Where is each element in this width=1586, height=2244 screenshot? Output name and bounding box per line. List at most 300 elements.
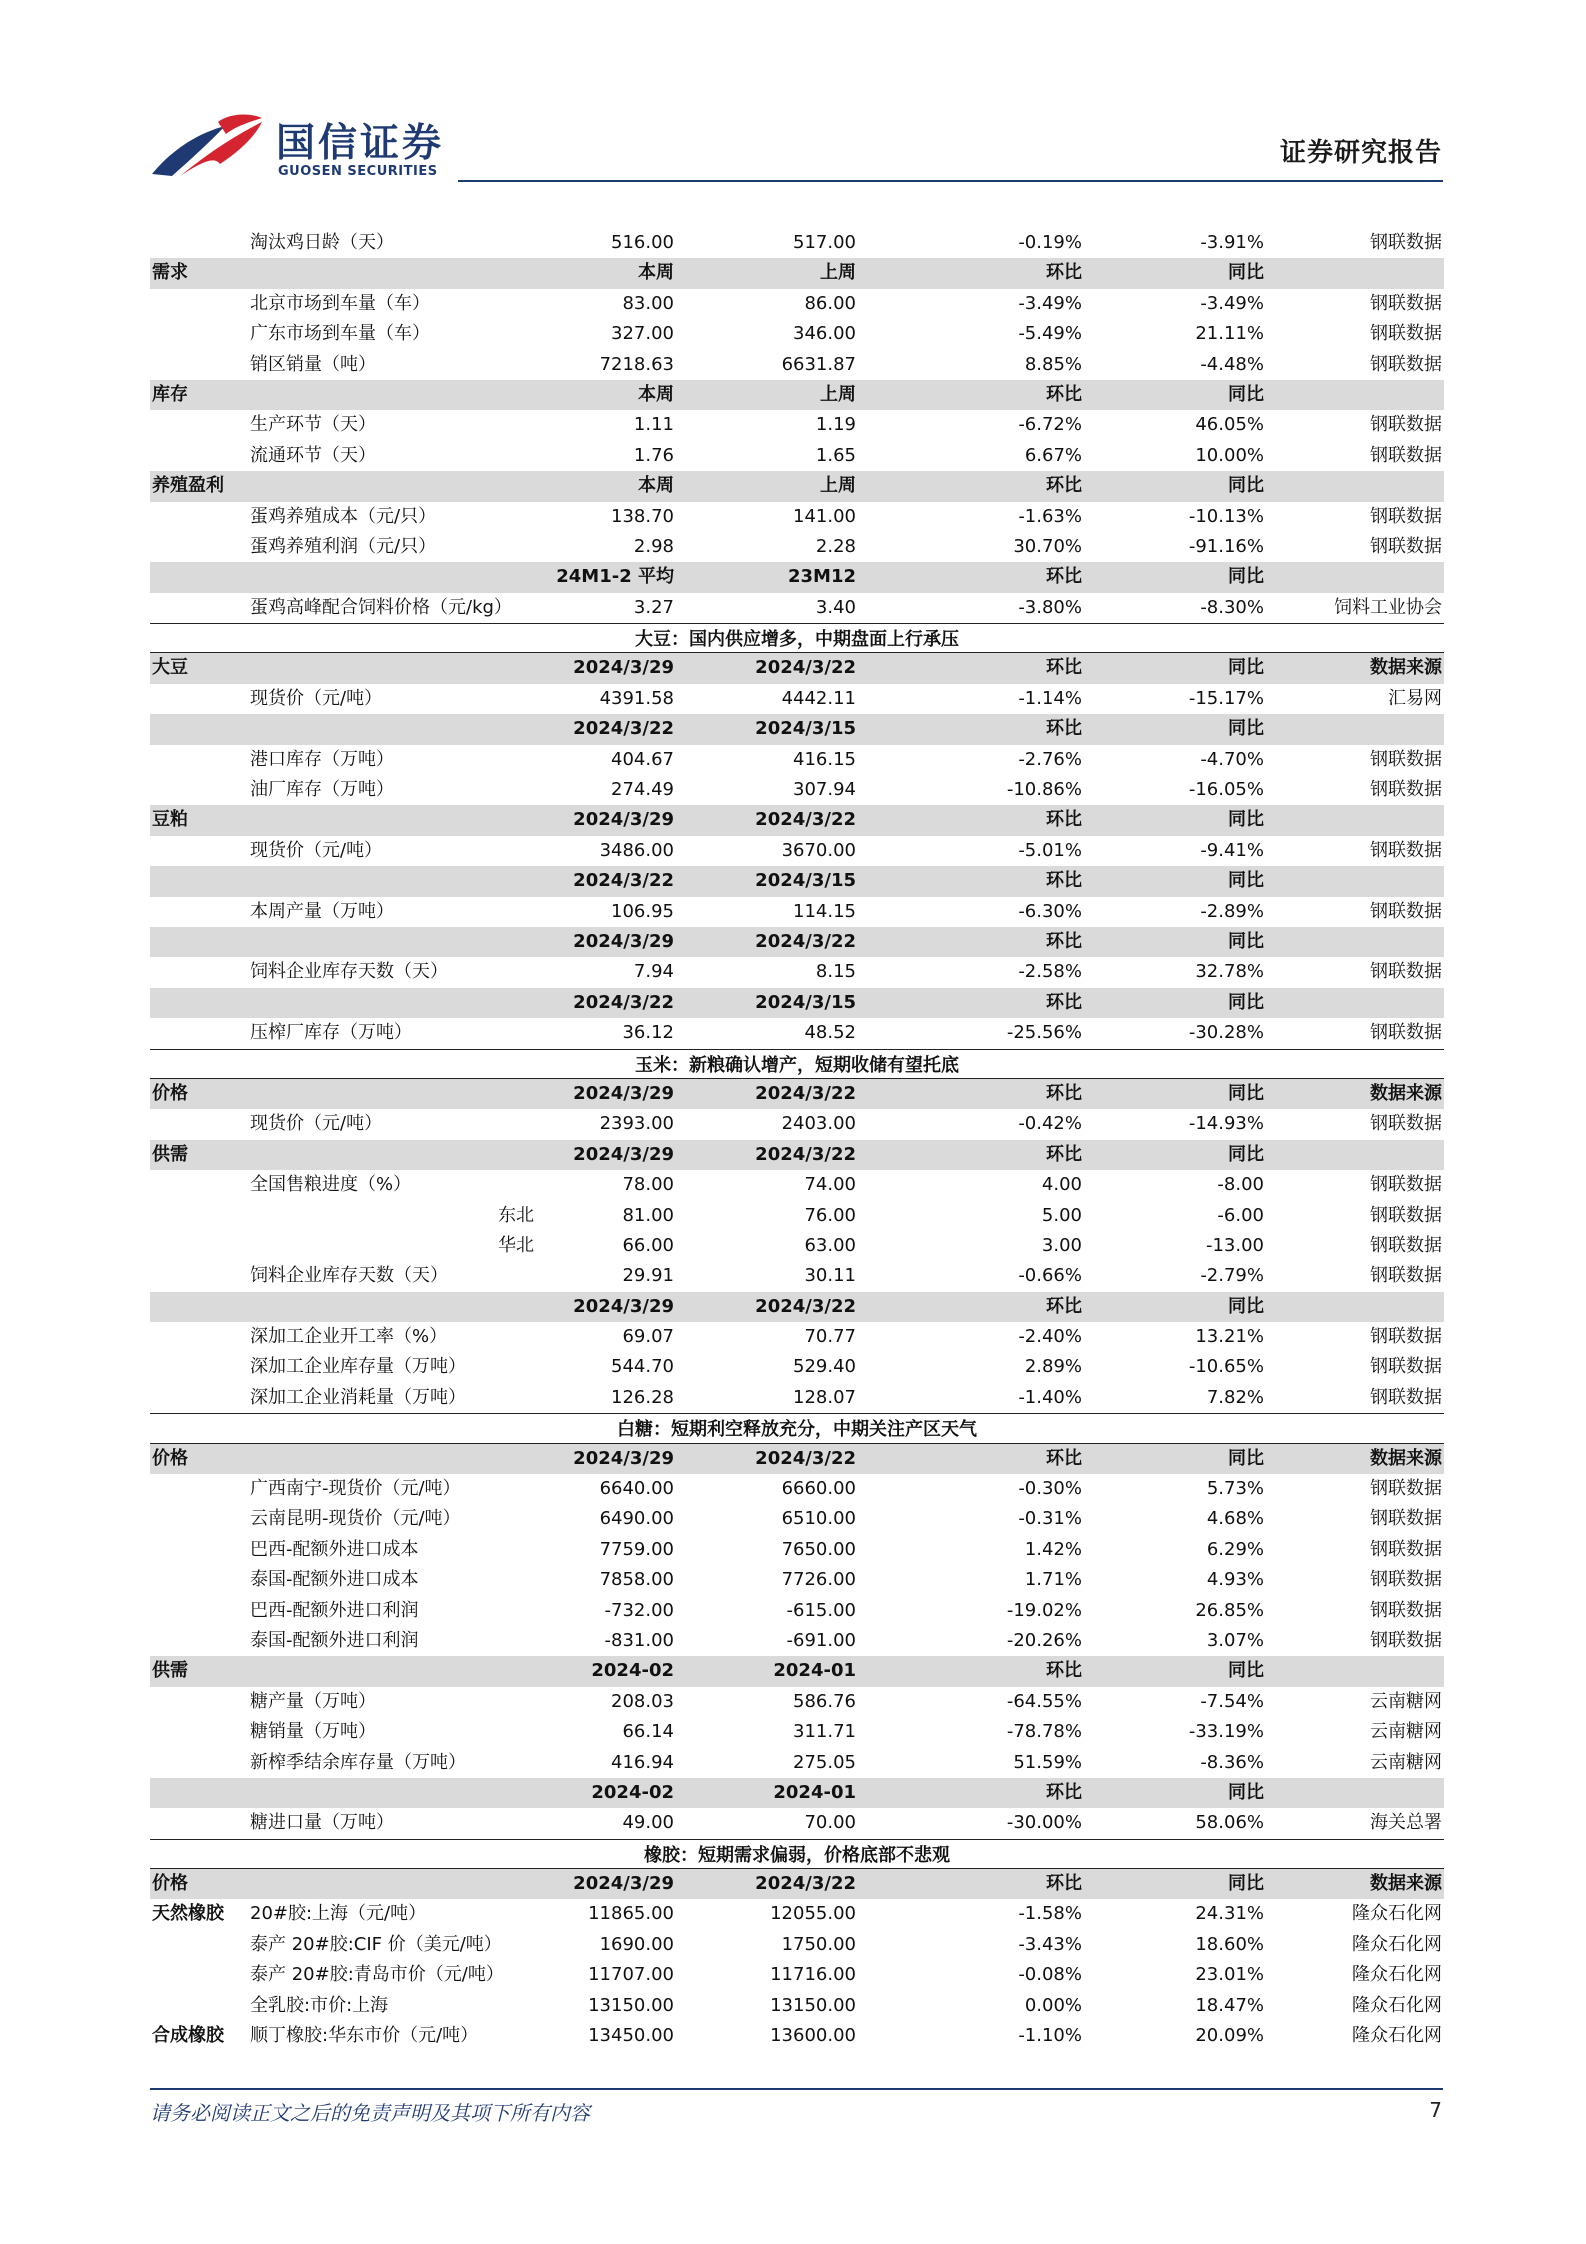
table-row xyxy=(150,228,1444,258)
table-row xyxy=(150,1596,1444,1626)
table-row xyxy=(150,1231,1444,1261)
table-row xyxy=(150,1960,1444,1990)
current-value-cell: 6640.00 xyxy=(599,1478,674,1500)
yoy-change-cell: 同比 xyxy=(1228,566,1264,588)
wow-change-cell: -1.58% xyxy=(1018,1903,1082,1925)
current-value-cell: 2.98 xyxy=(633,535,674,557)
previous-value-cell: 11716.00 xyxy=(770,1964,856,1986)
wow-change-cell: -64.55% xyxy=(1006,1690,1082,1712)
indicator-name-cell: 华北 xyxy=(498,1234,534,1256)
previous-value-cell: 3.40 xyxy=(815,596,856,618)
table-row xyxy=(150,1991,1444,2021)
table-row xyxy=(150,1748,1444,1778)
yoy-change-cell: -33.19% xyxy=(1188,1721,1264,1743)
table-row xyxy=(150,897,1444,927)
table-row xyxy=(150,1322,1444,1352)
previous-value-cell: 2024/3/22 xyxy=(755,1873,856,1895)
current-value-cell: 404.67 xyxy=(611,748,674,770)
indicator-name-cell: 20#胶:上海（元/吨） xyxy=(250,1903,427,1925)
yoy-change-cell: 同比 xyxy=(1228,1082,1264,1104)
wow-change-cell: -5.49% xyxy=(1018,323,1082,345)
yoy-change-cell: 18.60% xyxy=(1195,1933,1264,1955)
wow-change-cell: -1.40% xyxy=(1018,1386,1082,1408)
table-row xyxy=(150,441,1444,471)
data-source-cell: 钢联数据 xyxy=(1370,1265,1442,1287)
previous-value-cell: 2024/3/15 xyxy=(755,718,856,740)
wow-change-cell: -0.08% xyxy=(1018,1964,1082,1986)
indicator-name-cell: 蛋鸡高峰配合饲料价格（元/kg） xyxy=(250,596,512,618)
yoy-change-cell: 5.73% xyxy=(1206,1478,1264,1500)
indicator-name-cell: 全乳胶:市价:上海 xyxy=(250,1994,389,2016)
indicator-name-cell: 糖进口量（万吨） xyxy=(250,1812,394,1834)
indicator-name-cell: 北京市场到车量（车） xyxy=(250,292,430,314)
data-source-cell: 钢联数据 xyxy=(1370,232,1442,253)
current-value-cell: 2024/3/29 xyxy=(573,930,674,952)
table-header-row xyxy=(150,1292,1444,1322)
category-cell: 合成橡胶 xyxy=(152,2025,224,2047)
current-value-cell: 11865.00 xyxy=(588,1903,674,1925)
table-header-row xyxy=(150,805,1444,835)
indicator-name-cell: 淘汰鸡日龄（天） xyxy=(250,232,394,253)
indicator-name-cell: 广东市场到车量（车） xyxy=(250,323,430,345)
wow-change-cell: -6.30% xyxy=(1018,900,1082,922)
section-title-row xyxy=(150,1413,1444,1443)
category-cell: 价格 xyxy=(152,1873,188,1895)
current-value-cell: 126.28 xyxy=(611,1386,674,1408)
data-source-cell: 钢联数据 xyxy=(1370,444,1442,466)
previous-value-cell: 2024/3/22 xyxy=(755,809,856,831)
previous-value-cell: 74.00 xyxy=(804,1174,856,1196)
previous-value-cell: 128.07 xyxy=(793,1386,856,1408)
indicator-name-cell: 深加工企业消耗量（万吨） xyxy=(250,1386,466,1408)
previous-value-cell: 311.71 xyxy=(793,1721,856,1743)
table-header-row xyxy=(150,1444,1444,1474)
table-header-row xyxy=(150,471,1444,501)
table-header-row xyxy=(150,1869,1444,1899)
current-value-cell: 2024/3/29 xyxy=(573,809,674,831)
brand-name-cn: 国信证券 xyxy=(276,121,445,166)
previous-value-cell: 2024/3/22 xyxy=(755,1082,856,1104)
guosen-logo-mark-icon xyxy=(150,112,270,182)
data-source-cell: 钢联数据 xyxy=(1370,414,1442,436)
current-value-cell: 13450.00 xyxy=(588,2025,674,2047)
indicator-name-cell: 泰国-配额外进口成本 xyxy=(250,1569,419,1591)
yoy-change-cell: -2.79% xyxy=(1200,1265,1264,1287)
wow-change-cell: 环比 xyxy=(1046,1873,1082,1895)
previous-value-cell: -615.00 xyxy=(786,1599,856,1621)
wow-change-cell: 环比 xyxy=(1046,1295,1082,1317)
current-value-cell: 4391.58 xyxy=(599,687,674,709)
data-source-cell: 汇易网 xyxy=(1388,687,1442,709)
wow-change-cell: 4.00 xyxy=(1041,1174,1082,1196)
indicator-name-cell: 港口库存（万吨） xyxy=(250,748,394,770)
data-source-cell: 钢联数据 xyxy=(1370,961,1442,983)
table-row xyxy=(150,350,1444,380)
data-source-cell: 云南糖网 xyxy=(1370,1721,1442,1743)
wow-change-cell: 环比 xyxy=(1046,1082,1082,1104)
yoy-change-cell: 同比 xyxy=(1228,1447,1264,1469)
wow-change-cell: -3.49% xyxy=(1018,292,1082,314)
previous-value-cell: 2024/3/22 xyxy=(755,930,856,952)
disclaimer-note: 请务必阅读正文之后的免责声明及其项下所有内容 xyxy=(150,2101,590,2125)
table-row xyxy=(150,836,1444,866)
yoy-change-cell: 6.29% xyxy=(1206,1538,1264,1560)
yoy-change-cell: -8.36% xyxy=(1200,1751,1264,1773)
wow-change-cell: 0.00% xyxy=(1024,1994,1082,2016)
current-value-cell: 66.14 xyxy=(622,1721,674,1743)
current-value-cell: 7218.63 xyxy=(599,353,674,375)
yoy-change-cell: 同比 xyxy=(1228,1873,1264,1895)
previous-value-cell: 346.00 xyxy=(793,323,856,345)
data-source-cell: 钢联数据 xyxy=(1370,1386,1442,1408)
current-value-cell: 3.27 xyxy=(633,596,674,618)
table-row xyxy=(150,1626,1444,1656)
previous-value-cell: 48.52 xyxy=(804,1022,856,1044)
table-row xyxy=(150,319,1444,349)
table-header-row xyxy=(150,714,1444,744)
yoy-change-cell: -7.54% xyxy=(1200,1690,1264,1712)
indicator-name-cell: 广西南宁-现货价（元/吨） xyxy=(250,1478,461,1500)
data-source-cell: 云南糖网 xyxy=(1370,1751,1442,1773)
wow-change-cell: -78.78% xyxy=(1006,1721,1082,1743)
yoy-change-cell: -8.30% xyxy=(1200,596,1264,618)
data-source-cell: 隆众石化网 xyxy=(1352,1933,1442,1955)
indicator-name-cell: 糖销量（万吨） xyxy=(250,1721,376,1743)
indicator-name-cell: 泰国-配额外进口利润 xyxy=(250,1629,419,1651)
previous-value-cell: 416.15 xyxy=(793,748,856,770)
table-header-row xyxy=(150,380,1444,410)
yoy-change-cell: -6.00 xyxy=(1217,1204,1264,1226)
yoy-change-cell: 同比 xyxy=(1228,809,1264,831)
yoy-change-cell: 24.31% xyxy=(1195,1903,1264,1925)
yoy-change-cell: 同比 xyxy=(1228,870,1264,892)
category-cell: 养殖盈利 xyxy=(152,475,224,497)
previous-value-cell: 70.00 xyxy=(804,1812,856,1834)
yoy-change-cell: 10.00% xyxy=(1195,444,1264,466)
previous-value-cell: 2024-01 xyxy=(773,1781,856,1803)
brand-name-en: GUOSEN SECURITIES xyxy=(278,164,438,179)
indicator-name-cell: 泰产 20#胶:CIF 价（美元/吨） xyxy=(250,1933,502,1955)
yoy-change-cell: -4.70% xyxy=(1200,748,1264,770)
previous-value-cell: 3670.00 xyxy=(781,839,856,861)
yoy-change-cell: 4.68% xyxy=(1206,1508,1264,1530)
indicator-name-cell: 巴西-配额外进口成本 xyxy=(250,1538,419,1560)
indicator-name-cell: 顺丁橡胶:华东市价（元/吨） xyxy=(250,2025,479,2047)
table-row xyxy=(150,1018,1444,1048)
current-value-cell: 7.94 xyxy=(633,961,674,983)
data-source-cell: 钢联数据 xyxy=(1370,323,1442,345)
wow-change-cell: 环比 xyxy=(1046,383,1082,405)
yoy-change-cell: 3.07% xyxy=(1206,1629,1264,1651)
indicator-name-cell: 巴西-配额外进口利润 xyxy=(250,1599,419,1621)
section-title: 玉米：新粮确认增产，短期收储有望托底 xyxy=(635,1054,959,1076)
table-row xyxy=(150,2021,1444,2051)
previous-value-cell: 2403.00 xyxy=(781,1113,856,1135)
wow-change-cell: -3.80% xyxy=(1018,596,1082,618)
previous-value-cell: 7726.00 xyxy=(781,1569,856,1591)
wow-change-cell: -1.63% xyxy=(1018,505,1082,527)
indicator-name-cell: 本周产量（万吨） xyxy=(250,900,394,922)
table-row xyxy=(150,1109,1444,1139)
current-value-cell: 13150.00 xyxy=(588,1994,674,2016)
current-value-cell: 78.00 xyxy=(622,1174,674,1196)
current-value-cell: 3486.00 xyxy=(599,839,674,861)
table-row xyxy=(150,1565,1444,1595)
current-value-cell: 66.00 xyxy=(622,1234,674,1256)
indicator-name-cell: 蛋鸡养殖利润（元/只） xyxy=(250,535,437,557)
current-value-cell: 516.00 xyxy=(611,232,674,253)
data-source-cell: 钢联数据 xyxy=(1370,900,1442,922)
data-source-cell: 隆众石化网 xyxy=(1352,2025,1442,2047)
table-row xyxy=(150,1474,1444,1504)
data-source-cell: 钢联数据 xyxy=(1370,1234,1442,1256)
indicator-name-cell: 流通环节（天） xyxy=(250,444,376,466)
data-source-cell: 数据来源 xyxy=(1370,657,1442,679)
category-cell: 天然橡胶 xyxy=(152,1903,224,1925)
yoy-change-cell: -15.17% xyxy=(1188,687,1264,709)
current-value-cell: 2024/3/22 xyxy=(573,870,674,892)
table-header-row xyxy=(150,258,1444,288)
data-source-cell: 钢联数据 xyxy=(1370,505,1442,527)
data-source-cell: 钢联数据 xyxy=(1370,1508,1442,1530)
data-source-cell: 钢联数据 xyxy=(1370,535,1442,557)
yoy-change-cell: -2.89% xyxy=(1200,900,1264,922)
data-source-cell: 钢联数据 xyxy=(1370,1569,1442,1591)
current-value-cell: 138.70 xyxy=(611,505,674,527)
wow-change-cell: 环比 xyxy=(1046,566,1082,588)
wow-change-cell: 环比 xyxy=(1046,870,1082,892)
wow-change-cell: 环比 xyxy=(1046,991,1082,1013)
wow-change-cell: 30.70% xyxy=(1013,535,1082,557)
current-value-cell: 208.03 xyxy=(611,1690,674,1712)
yoy-change-cell: 21.11% xyxy=(1195,323,1264,345)
current-value-cell: 2024-02 xyxy=(591,1781,674,1803)
yoy-change-cell: 同比 xyxy=(1228,383,1264,405)
table-row xyxy=(150,1352,1444,1382)
data-source-cell: 钢联数据 xyxy=(1370,839,1442,861)
current-value-cell: 本周 xyxy=(638,262,674,284)
previous-value-cell: 586.76 xyxy=(793,1690,856,1712)
category-cell: 需求 xyxy=(152,262,188,284)
wow-change-cell: 环比 xyxy=(1046,1781,1082,1803)
wow-change-cell: -2.76% xyxy=(1018,748,1082,770)
table-row xyxy=(150,1383,1444,1413)
previous-value-cell: 2024/3/22 xyxy=(755,1143,856,1165)
indicator-name-cell: 新榨季结余库存量（万吨） xyxy=(250,1751,466,1773)
wow-change-cell: 51.59% xyxy=(1013,1751,1082,1773)
table-row xyxy=(150,1717,1444,1747)
yoy-change-cell: 26.85% xyxy=(1195,1599,1264,1621)
yoy-change-cell: -8.00 xyxy=(1217,1174,1264,1196)
current-value-cell: 1690.00 xyxy=(599,1933,674,1955)
wow-change-cell: -20.26% xyxy=(1006,1629,1082,1651)
table-row xyxy=(150,532,1444,562)
previous-value-cell: 2024/3/22 xyxy=(755,1447,856,1469)
table-header-row xyxy=(150,988,1444,1018)
current-value-cell: 49.00 xyxy=(622,1812,674,1834)
yoy-change-cell: 同比 xyxy=(1228,475,1264,497)
table-row xyxy=(150,1504,1444,1534)
wow-change-cell: -10.86% xyxy=(1006,779,1082,801)
current-value-cell: 7858.00 xyxy=(599,1569,674,1591)
table-row xyxy=(150,289,1444,319)
category-cell: 库存 xyxy=(152,383,188,405)
yoy-change-cell: -3.91% xyxy=(1200,232,1264,253)
previous-value-cell: 63.00 xyxy=(804,1234,856,1256)
current-value-cell: 1.11 xyxy=(633,414,674,436)
yoy-change-cell: 7.82% xyxy=(1206,1386,1264,1408)
wow-change-cell: 1.42% xyxy=(1024,1538,1082,1560)
yoy-change-cell: 同比 xyxy=(1228,1660,1264,1682)
table-row xyxy=(150,1170,1444,1200)
data-source-cell: 隆众石化网 xyxy=(1352,1964,1442,1986)
previous-value-cell: 76.00 xyxy=(804,1204,856,1226)
table-row xyxy=(150,1899,1444,1929)
current-value-cell: 274.49 xyxy=(611,779,674,801)
table-row xyxy=(150,957,1444,987)
category-cell: 豆粕 xyxy=(152,809,188,831)
section-title-row xyxy=(150,1839,1444,1869)
wow-change-cell: 环比 xyxy=(1046,1660,1082,1682)
previous-value-cell: 141.00 xyxy=(793,505,856,527)
current-value-cell: 2024-02 xyxy=(591,1660,674,1682)
data-source-cell: 钢联数据 xyxy=(1370,1204,1442,1226)
current-value-cell: 本周 xyxy=(638,475,674,497)
data-source-cell: 钢联数据 xyxy=(1370,1022,1442,1044)
yoy-change-cell: -16.05% xyxy=(1188,779,1264,801)
current-value-cell: 7759.00 xyxy=(599,1538,674,1560)
yoy-change-cell: -10.65% xyxy=(1188,1356,1264,1378)
data-source-cell: 钢联数据 xyxy=(1370,353,1442,375)
indicator-name-cell: 压榨厂库存（万吨） xyxy=(250,1022,412,1044)
yoy-change-cell: 32.78% xyxy=(1195,961,1264,983)
wow-change-cell: 环比 xyxy=(1046,657,1082,679)
data-source-cell: 钢联数据 xyxy=(1370,779,1442,801)
indicator-name-cell: 全国售粮进度（%） xyxy=(250,1174,412,1196)
current-value-cell: 24M1-2 平均 xyxy=(556,566,674,588)
wow-change-cell: 3.00 xyxy=(1041,1234,1082,1256)
data-source-cell: 钢联数据 xyxy=(1370,1174,1442,1196)
yoy-change-cell: 同比 xyxy=(1228,657,1264,679)
table-row xyxy=(150,410,1444,440)
wow-change-cell: 环比 xyxy=(1046,1143,1082,1165)
data-source-cell: 数据来源 xyxy=(1370,1873,1442,1895)
section-title: 白糖：短期利空释放充分，中期关注产区天气 xyxy=(617,1419,977,1441)
table-header-row xyxy=(150,1140,1444,1170)
yoy-change-cell: 23.01% xyxy=(1195,1964,1264,1986)
footer-divider xyxy=(150,2088,1443,2090)
table-row xyxy=(150,1535,1444,1565)
current-value-cell: 544.70 xyxy=(611,1356,674,1378)
current-value-cell: 81.00 xyxy=(622,1204,674,1226)
indicator-name-cell: 云南昆明-现货价（元/吨） xyxy=(250,1508,461,1530)
data-source-cell: 钢联数据 xyxy=(1370,1599,1442,1621)
wow-change-cell: 环比 xyxy=(1046,930,1082,952)
indicator-name-cell: 现货价（元/吨） xyxy=(250,1113,383,1135)
previous-value-cell: 6631.87 xyxy=(781,353,856,375)
current-value-cell: 83.00 xyxy=(622,292,674,314)
current-value-cell: 327.00 xyxy=(611,323,674,345)
table-header-row xyxy=(150,653,1444,683)
table-row xyxy=(150,1201,1444,1231)
indicator-name-cell: 销区销量（吨） xyxy=(250,353,376,375)
data-source-cell: 饲料工业协会 xyxy=(1334,596,1442,618)
category-cell: 价格 xyxy=(152,1082,188,1104)
current-value-cell: 29.91 xyxy=(622,1265,674,1287)
wow-change-cell: -0.66% xyxy=(1018,1265,1082,1287)
previous-value-cell: 2024/3/15 xyxy=(755,991,856,1013)
data-source-cell: 钢联数据 xyxy=(1370,1629,1442,1651)
wow-change-cell: 环比 xyxy=(1046,809,1082,831)
wow-change-cell: -1.14% xyxy=(1018,687,1082,709)
wow-change-cell: -0.19% xyxy=(1018,232,1082,253)
previous-value-cell: 70.77 xyxy=(804,1326,856,1348)
yoy-change-cell: 同比 xyxy=(1228,1295,1264,1317)
table-row xyxy=(150,1261,1444,1291)
category-cell: 价格 xyxy=(152,1447,188,1469)
previous-value-cell: 上周 xyxy=(820,383,856,405)
previous-value-cell: 307.94 xyxy=(793,779,856,801)
indicator-name-cell: 蛋鸡养殖成本（元/只） xyxy=(250,505,437,527)
data-source-cell: 海关总署 xyxy=(1370,1812,1442,1834)
data-source-cell: 隆众石化网 xyxy=(1352,1903,1442,1925)
guosen-logo xyxy=(150,112,480,190)
yoy-change-cell: 20.09% xyxy=(1195,2025,1264,2047)
table-header-row xyxy=(150,1778,1444,1808)
current-value-cell: 2024/3/29 xyxy=(573,1082,674,1104)
previous-value-cell: 6510.00 xyxy=(781,1508,856,1530)
current-value-cell: 本周 xyxy=(638,383,674,405)
yoy-change-cell: 4.93% xyxy=(1206,1569,1264,1591)
indicator-name-cell: 泰产 20#胶:青岛市价（元/吨） xyxy=(250,1964,504,1986)
wow-change-cell: 环比 xyxy=(1046,475,1082,497)
previous-value-cell: 4442.11 xyxy=(781,687,856,709)
wow-change-cell: -3.43% xyxy=(1018,1933,1082,1955)
section-title-row xyxy=(150,1049,1444,1079)
data-source-cell: 钢联数据 xyxy=(1370,1478,1442,1500)
previous-value-cell: 23M12 xyxy=(787,566,856,588)
previous-value-cell: 114.15 xyxy=(793,900,856,922)
section-title: 橡胶：短期需求偏弱，价格底部不悲观 xyxy=(644,1844,950,1866)
yoy-change-cell: 同比 xyxy=(1228,718,1264,740)
current-value-cell: 2024/3/29 xyxy=(573,1143,674,1165)
yoy-change-cell: 同比 xyxy=(1228,991,1264,1013)
yoy-change-cell: -91.16% xyxy=(1188,535,1264,557)
current-value-cell: 2024/3/22 xyxy=(573,991,674,1013)
current-value-cell: 6490.00 xyxy=(599,1508,674,1530)
indicator-name-cell: 饲料企业库存天数（天） xyxy=(250,961,448,983)
indicator-name-cell: 糖产量（万吨） xyxy=(250,1690,376,1712)
page-header xyxy=(0,0,1586,185)
previous-value-cell: 529.40 xyxy=(793,1356,856,1378)
yoy-change-cell: 同比 xyxy=(1228,262,1264,284)
header-divider xyxy=(458,180,1443,182)
wow-change-cell: 6.67% xyxy=(1024,444,1082,466)
yoy-change-cell: 58.06% xyxy=(1195,1812,1264,1834)
previous-value-cell: 1750.00 xyxy=(781,1933,856,1955)
data-source-cell: 钢联数据 xyxy=(1370,1113,1442,1135)
yoy-change-cell: 同比 xyxy=(1228,930,1264,952)
previous-value-cell: 1.65 xyxy=(815,444,856,466)
table-row xyxy=(150,502,1444,532)
data-source-cell: 钢联数据 xyxy=(1370,1356,1442,1378)
yoy-change-cell: -4.48% xyxy=(1200,353,1264,375)
page-number: 7 xyxy=(1429,2098,1442,2122)
current-value-cell: -831.00 xyxy=(604,1629,674,1651)
wow-change-cell: 环比 xyxy=(1046,1447,1082,1469)
data-source-cell: 云南糖网 xyxy=(1370,1690,1442,1712)
table-row xyxy=(150,1930,1444,1960)
